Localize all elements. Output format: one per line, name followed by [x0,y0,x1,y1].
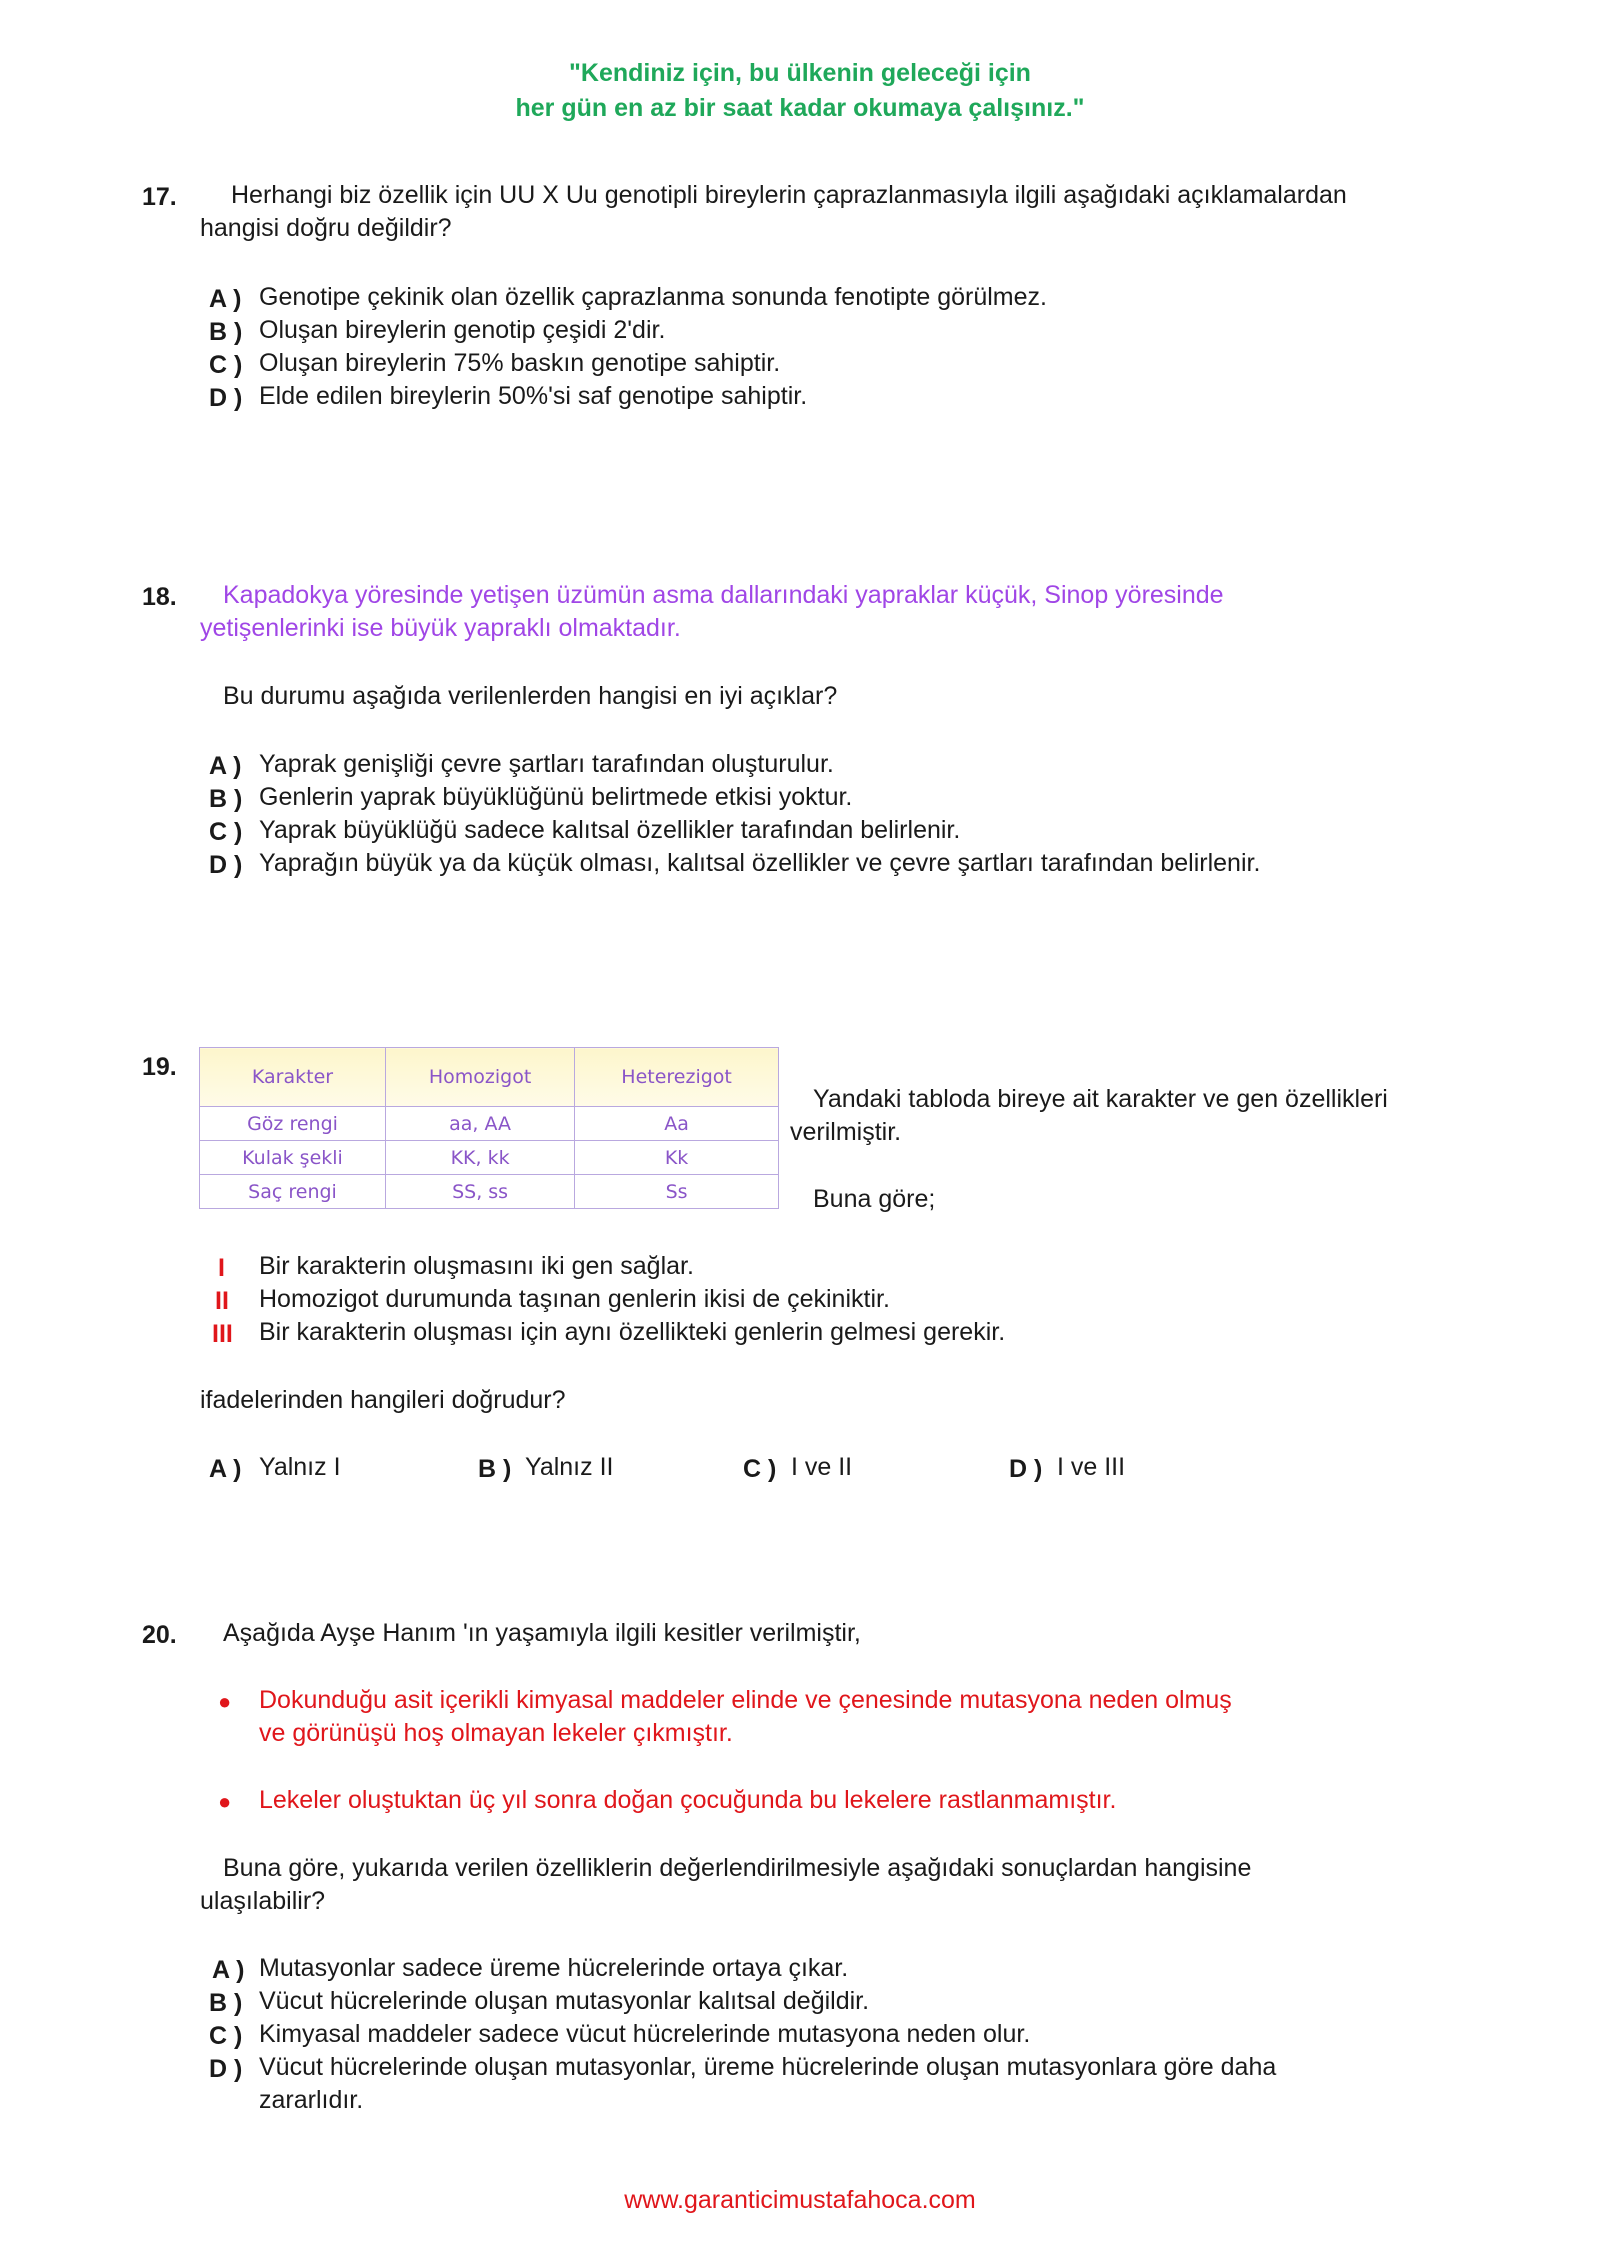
gene-table-header-heterezigot: Heterezigot [575,1048,779,1107]
q19-option-b-text: Yalnız II [525,1453,614,1481]
q19-side-text-line2: verilmiştir. [790,1118,902,1146]
gene-table-header-karakter: Karakter [200,1048,386,1107]
footer-website-link[interactable]: www.garanticimustafahoca.com [624,2186,976,2214]
q20-bullet2: Lekeler oluştuktan üç yıl sonra doğan çocuğunda bu lekelere rastlanmamıştır. [259,1786,1117,1814]
q17-option-d-letter: D ) [209,384,243,412]
q17-option-d-text: Elde edilen bireylerin 50%'si saf genotipe sahiptir. [259,382,808,410]
q18-option-c-text: Yaprak büyüklüğü sadece kalıtsal özellikler tarafından belirlenir. [259,816,961,844]
q20-option-b-text: Vücut hücrelerinde oluşan mutasyonlar kalıtsal değildir. [259,1987,870,2015]
q17-option-c-letter: C ) [209,351,243,379]
q19-option-d-text: I ve III [1057,1453,1126,1481]
q17-option-b-letter: B ) [209,318,243,346]
header-quote-line1: "Kendiniz için, bu ülkenin geleceği için [569,59,1031,87]
q19-option-c-letter: C ) [743,1455,777,1483]
q18-option-c-letter: C ) [209,818,243,846]
q18-option-a-letter: A ) [209,752,242,780]
table-cell: Saç rengi [200,1175,386,1209]
table-cell: SS, ss [386,1175,575,1209]
question-20-stem: Aşağıda Ayşe Hanım 'ın yaşamıyla ilgili kesitler verilmiştir, [223,1619,861,1647]
q19-statement-iii-numeral: III [212,1320,233,1348]
q20-option-c-text: Kimyasal maddeler sadece vücut hücrelerinde mutasyona neden olur. [259,2020,1031,2048]
question-18-number: 18. [142,583,177,611]
q19-statement-i-text: Bir karakterin oluşmasını iki gen sağlar. [259,1252,694,1280]
q20-question-line2: ulaşılabilir? [200,1887,326,1915]
table-cell: Kk [575,1141,779,1175]
q18-option-a-text: Yaprak genişliği çevre şartları tarafından oluşturulur. [259,750,834,778]
question-18-question: Bu durumu aşağıda verilenlerden hangisi en iyi açıklar? [223,682,838,710]
q20-option-b-letter: B ) [209,1989,243,2017]
q18-option-d-text: Yaprağın büyük ya da küçük olması, kalıtsal özellikler ve çevre şartları tarafından belirlenir. [259,849,1261,877]
q20-question-line1: Buna göre, yukarıda verilen özelliklerin değerlendirilmesiyle aşağıdaki sonuçlardan hangisine [223,1854,1252,1882]
question-19-number: 19. [142,1053,177,1081]
question-17-number: 17. [142,183,177,211]
q20-option-d-text: Vücut hücrelerinde oluşan mutasyonlar, üreme hücrelerinde oluşan mutasyonlara göre daha [259,2053,1277,2081]
q20-option-c-letter: C ) [209,2022,243,2050]
q20-option-a-letter: A ) [212,1956,245,1984]
q17-option-b-text: Oluşan bireylerin genotip çeşidi 2'dir. [259,316,666,344]
q19-statement-ii-text: Homozigot durumunda taşınan genlerin ikisi de çekiniktir. [259,1285,890,1313]
q17-option-a-text: Genotipe çekinik olan özellik çaprazlanma sonunda fenotipte görülmez. [259,283,1047,311]
q19-side-text-line1: Yandaki tabloda bireye ait karakter ve gen özellikleri [813,1085,1388,1113]
gene-table [199,1047,779,1209]
q17-option-a-letter: A ) [209,285,242,313]
table-cell: Kulak şekli [200,1141,386,1175]
question-17-stem-line2: hangisi doğru değildir? [200,214,452,242]
table-row [200,1107,779,1141]
q20-bullet1-line1: Dokunduğu asit içerikli kimyasal maddeler elinde ve çenesinde mutasyona neden olmuş [259,1686,1232,1714]
q19-option-a-text: Yalnız I [259,1453,341,1481]
bullet-dot-icon: ● [218,1789,232,1814]
q19-side-text-line3: Buna göre; [813,1185,936,1213]
q20-option-d-letter: D ) [209,2055,243,2083]
bullet-dot-icon: ● [218,1689,232,1714]
question-18-stem-line1: Kapadokya yöresinde yetişen üzümün asma dallarındaki yapraklar küçük, Sinop yöresinde [223,581,1224,609]
q18-option-d-letter: D ) [209,851,243,879]
question-17-stem-line1: Herhangi biz özellik için UU X Uu genotipli bireylerin çaprazlanmasıyla ilgili aşağıdaki açıklamalardan [231,181,1347,209]
q19-statement-i-numeral: I [218,1254,225,1282]
table-cell: Göz rengi [200,1107,386,1141]
q18-option-b-letter: B ) [209,785,243,813]
gene-table-header-row [200,1048,779,1107]
table-cell: Ss [575,1175,779,1209]
question-18-stem-line2: yetişenlerinki ise büyük yapraklı olmaktadır. [200,614,681,642]
gene-table-header-homozigot: Homozigot [386,1048,575,1107]
q19-option-c-text: I ve II [791,1453,853,1481]
q19-option-a-letter: A ) [209,1455,242,1483]
q19-option-d-letter: D ) [1009,1455,1043,1483]
question-20-number: 20. [142,1621,177,1649]
q18-option-b-text: Genlerin yaprak büyüklüğünü belirtmede etkisi yoktur. [259,783,853,811]
table-row [200,1141,779,1175]
q20-option-d-text-line2: zararlıdır. [259,2086,364,2114]
table-cell: KK, kk [386,1141,575,1175]
table-cell: Aa [575,1107,779,1141]
q20-bullet1-line2: ve görünüşü hoş olmayan lekeler çıkmıştır. [259,1719,733,1747]
q20-option-a-text: Mutasyonlar sadece üreme hücrelerinde ortaya çıkar. [259,1954,849,1982]
table-row [200,1175,779,1209]
q19-question: ifadelerinden hangileri doğrudur? [200,1386,566,1414]
header-quote-line2: her gün en az bir saat kadar okumaya çalışınız." [515,94,1085,122]
q19-statement-iii-text: Bir karakterin oluşması için aynı özellikteki genlerin gelmesi gerekir. [259,1318,1006,1346]
q19-statement-ii-numeral: II [215,1287,229,1315]
q19-option-b-letter: B ) [478,1455,512,1483]
table-cell: aa, AA [386,1107,575,1141]
q17-option-c-text: Oluşan bireylerin 75% baskın genotipe sahiptir. [259,349,781,377]
